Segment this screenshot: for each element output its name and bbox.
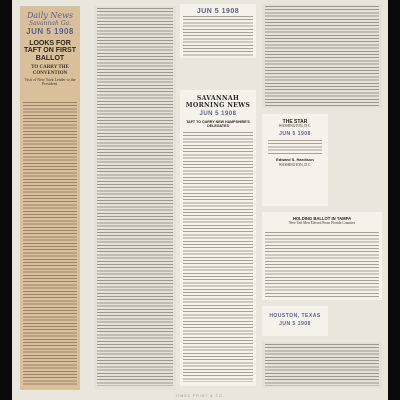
subhead: TO CARRY THE CONVENTION (31, 65, 69, 76)
page-footer: TIMES PRINT & CO. (175, 394, 225, 398)
place-stamp: HOUSTON, TEXAS (269, 313, 321, 319)
article-body (94, 8, 176, 386)
clipping-right-header (262, 114, 328, 206)
clipping-savannah-morning-news (180, 90, 256, 386)
headline: HOLDING BALLOT IN TAMPA (292, 216, 352, 221)
date-stamp: JUN 5 1908 (196, 8, 240, 15)
clipping-right-bottom-text (262, 342, 382, 388)
clipping-right-top (262, 4, 382, 108)
date-stamp-place: Savannah Ga. (28, 20, 71, 27)
masthead: SAVANNAH MORNING NEWS (185, 95, 251, 109)
scrapbook-page (12, 0, 388, 400)
article-body (262, 344, 382, 386)
clipping-taft-continuation (94, 6, 176, 390)
date-stamp (23, 11, 77, 36)
article-body (20, 102, 80, 386)
article-body (262, 232, 382, 298)
clipping-center-top (180, 4, 256, 58)
clipping-right-mid (262, 212, 382, 300)
place-line: WASHINGTON, D.C. (278, 163, 312, 168)
clipping-right-bottom (262, 306, 328, 336)
author-line: Edward S. Hardison (276, 157, 314, 163)
date-stamp: JUN 5 1908 (279, 321, 311, 327)
headline: TAFT TO CARRY NEW HAMPSHIRE'S DELEGATES (186, 120, 250, 128)
date-stamp-date: JUN 5 1908 (26, 27, 74, 36)
deck: Visit of New York Leader to the President. (24, 77, 76, 87)
date-stamp: JUN 5 1908 (199, 111, 237, 117)
deck: New Taft Men Elected From Florida Counties (288, 221, 356, 226)
subtitle: WASHINGTON, D.C. (278, 124, 312, 129)
article-body (262, 6, 382, 106)
date-stamp-title: Daily News (26, 11, 74, 20)
date-stamp: JUN 5 1908 (279, 131, 311, 138)
article-body (265, 140, 325, 154)
clipping-taft-ballot (20, 6, 80, 390)
title: THE STAR (282, 119, 308, 125)
headline: LOOKS FOR TAFT ON FIRST BALLOT (24, 40, 76, 62)
article-body (180, 132, 256, 382)
article-body (180, 16, 256, 56)
